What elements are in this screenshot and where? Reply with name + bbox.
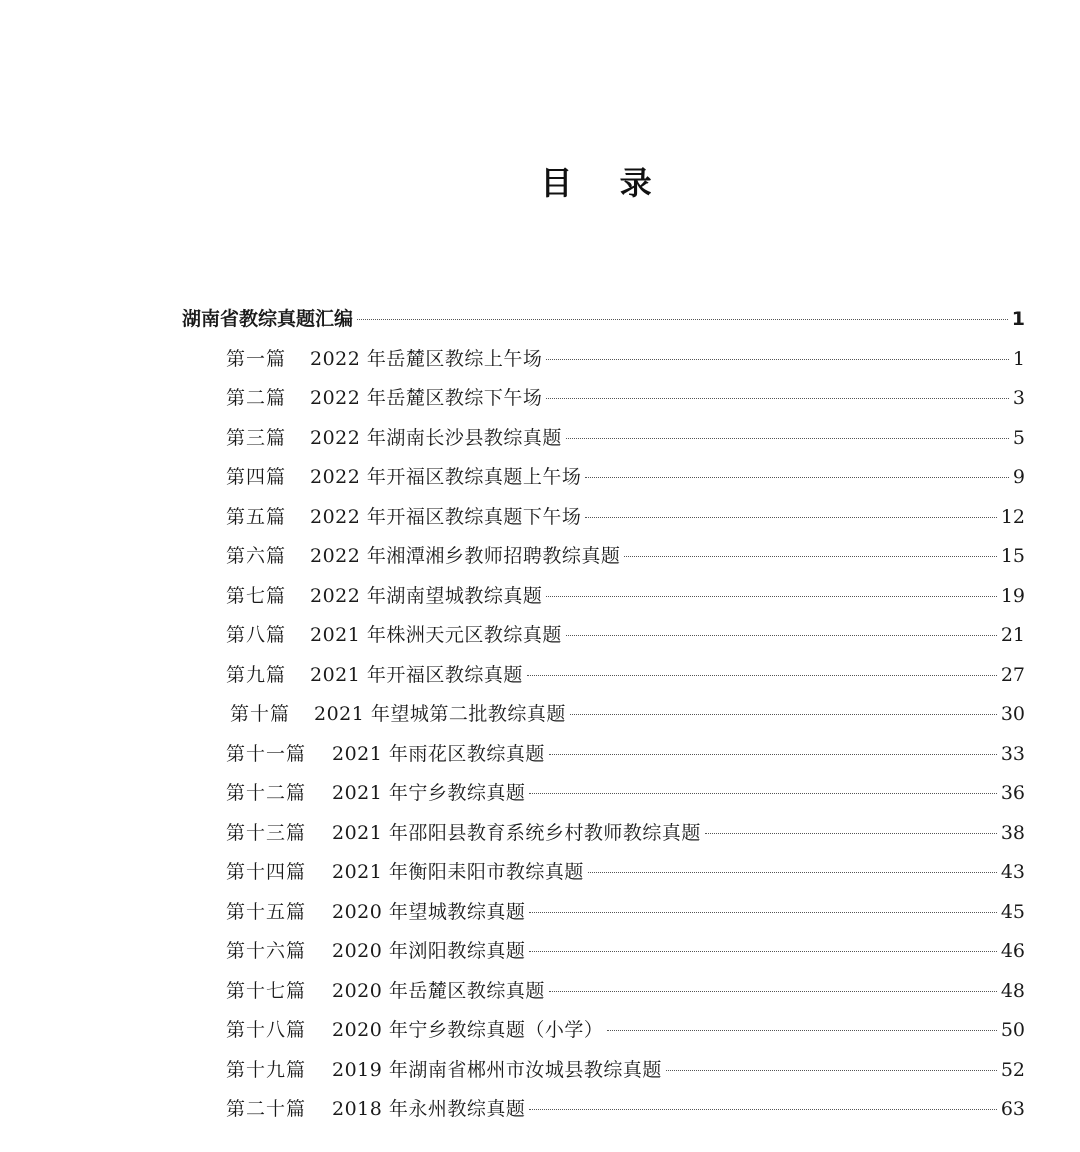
toc-chapter-title: 2021 年开福区教综真题 [310,663,523,686]
toc-chapter-number: 第二十篇 [226,1098,307,1120]
toc-page-number: 12 [1000,505,1025,528]
toc-chapter-number: 第八篇 [226,624,287,646]
dot-leader [546,596,996,597]
dot-leader [529,912,996,913]
toc-chapter-row[interactable] [182,1011,1025,1051]
toc-chapter-title: 2022 年湖南长沙县教综真题 [310,426,562,449]
toc-chapter-title: 2020 年岳麓区教综真题 [332,979,545,1002]
toc-chapter-row[interactable] [182,379,1025,419]
toc-chapter-row[interactable] [182,853,1025,893]
toc-page-number: 33 [1000,742,1025,765]
dot-leader [585,477,1009,478]
toc-chapter-row[interactable] [182,695,1025,735]
toc-chapter-title: 2020 年望城教综真题 [332,900,526,923]
toc-chapter-row[interactable] [182,774,1025,814]
toc-chapter-row[interactable] [182,1090,1025,1130]
dot-leader [566,635,997,636]
toc-section-label: 湖南省教综真题汇编 [182,308,354,330]
toc-page-number: 21 [1000,624,1025,646]
dot-leader [546,398,1009,399]
toc-chapter-number: 第十九篇 [226,1058,307,1081]
dot-leader [527,675,997,676]
toc-chapter-title: 2020 年宁乡教综真题（小学） [332,1019,604,1041]
toc-page-number: 50 [1000,1019,1025,1041]
toc-page-number: 38 [1000,821,1025,844]
toc-chapter-row[interactable] [182,419,1025,459]
toc-page-number: 3 [1012,387,1025,409]
toc-page-number: 36 [1000,782,1025,804]
toc-page-number: 63 [1000,1098,1025,1120]
toc-chapter-row[interactable] [182,537,1025,577]
toc-chapter-number: 第九篇 [226,663,287,686]
dot-leader [549,754,997,755]
toc-chapter-number: 第四篇 [226,466,287,488]
toc-chapter-number: 第十四篇 [226,861,307,883]
toc-chapter-row[interactable] [182,498,1025,538]
toc-page-number: 46 [1000,940,1025,962]
toc-page-number: 48 [1000,979,1025,1002]
toc-chapter-title: 2022 年岳麓区教综下午场 [310,387,543,409]
toc-page-number: 1 [1011,308,1025,330]
toc-chapter-row[interactable] [182,932,1025,972]
toc-page-number: 43 [1000,861,1025,883]
dot-leader [566,438,1009,439]
toc-chapter-number: 第十五篇 [226,900,307,923]
toc-chapter-title: 2022 年湘潭湘乡教师招聘教综真题 [310,545,621,567]
toc-page-number: 19 [1000,584,1025,607]
toc-chapter-row[interactable] [182,340,1025,380]
toc-chapter-number: 第十三篇 [226,821,307,844]
toc-chapter-number: 第一篇 [226,347,287,370]
toc-chapter-number: 第七篇 [226,584,287,607]
toc-chapter-number: 第五篇 [226,505,287,528]
toc-chapter-number: 第十七篇 [226,979,307,1002]
toc-chapter-title: 2021 年雨花区教综真题 [332,742,545,765]
toc-page-number: 45 [1000,900,1025,923]
toc-page-number: 52 [1000,1058,1025,1081]
toc-title: 目 录 [540,164,670,202]
toc-chapter-title: 2022 年开福区教综真题下午场 [310,505,582,528]
dot-leader [585,517,996,518]
toc-chapter-row[interactable] [182,814,1025,854]
toc-chapter-row[interactable] [182,1051,1025,1091]
dot-leader [549,991,997,992]
toc-page-number: 9 [1012,466,1025,488]
toc-section-row[interactable] [182,300,1025,340]
dot-leader [529,1109,996,1110]
toc-chapter-number: 第三篇 [226,426,287,449]
toc-chapter-title: 2021 年衡阳耒阳市教综真题 [332,861,584,883]
toc-chapter-title: 2022 年岳麓区教综上午场 [310,347,543,370]
dot-leader [529,951,996,952]
toc-chapter-title: 2022 年湖南望城教综真题 [310,584,543,607]
toc-chapter-number: 第十一篇 [226,742,307,765]
toc-chapter-number: 第十八篇 [226,1019,307,1041]
dot-leader [624,556,996,557]
toc-chapter-number: 第二篇 [226,387,287,409]
toc-chapter-row[interactable] [182,735,1025,775]
dot-leader [666,1070,997,1071]
toc-chapter-title: 2020 年浏阳教综真题 [332,940,526,962]
toc-chapter-title: 2022 年开福区教综真题上午场 [310,466,582,488]
dot-leader [607,1030,996,1031]
toc-chapter-row[interactable] [182,972,1025,1012]
toc-chapter-row[interactable] [182,458,1025,498]
toc-chapter-title: 2019 年湖南省郴州市汝城县教综真题 [332,1058,662,1081]
toc-page-number: 1 [1012,347,1025,370]
toc-chapter-row[interactable] [182,893,1025,933]
toc-page-number: 30 [1000,703,1025,725]
toc-chapter-title: 2018 年永州教综真题 [332,1098,526,1120]
dot-leader [588,872,997,873]
toc-chapter-title: 2021 年邵阳县教育系统乡村教师教综真题 [332,821,701,844]
dot-leader [357,319,1008,320]
dot-leader [570,714,997,715]
toc-page-number: 15 [1000,545,1025,567]
toc-chapter-number: 第十篇 [230,703,291,725]
dot-leader [705,833,997,834]
toc-chapter-number: 第六篇 [226,545,287,567]
toc-chapter-title: 2021 年望城第二批教综真题 [314,703,566,725]
toc-chapter-title: 2021 年宁乡教综真题 [332,782,526,804]
toc-chapter-row[interactable] [182,656,1025,696]
toc-chapter-number: 第十二篇 [226,782,307,804]
dot-leader [529,793,996,794]
toc-chapter-row[interactable] [182,577,1025,617]
table-of-contents [182,300,1025,1130]
dot-leader [546,359,1009,360]
toc-chapter-number: 第十六篇 [226,940,307,962]
toc-chapter-row[interactable] [182,616,1025,656]
toc-page-number: 27 [1000,663,1025,686]
toc-page-number: 5 [1012,426,1025,449]
toc-chapter-title: 2021 年株洲天元区教综真题 [310,624,562,646]
